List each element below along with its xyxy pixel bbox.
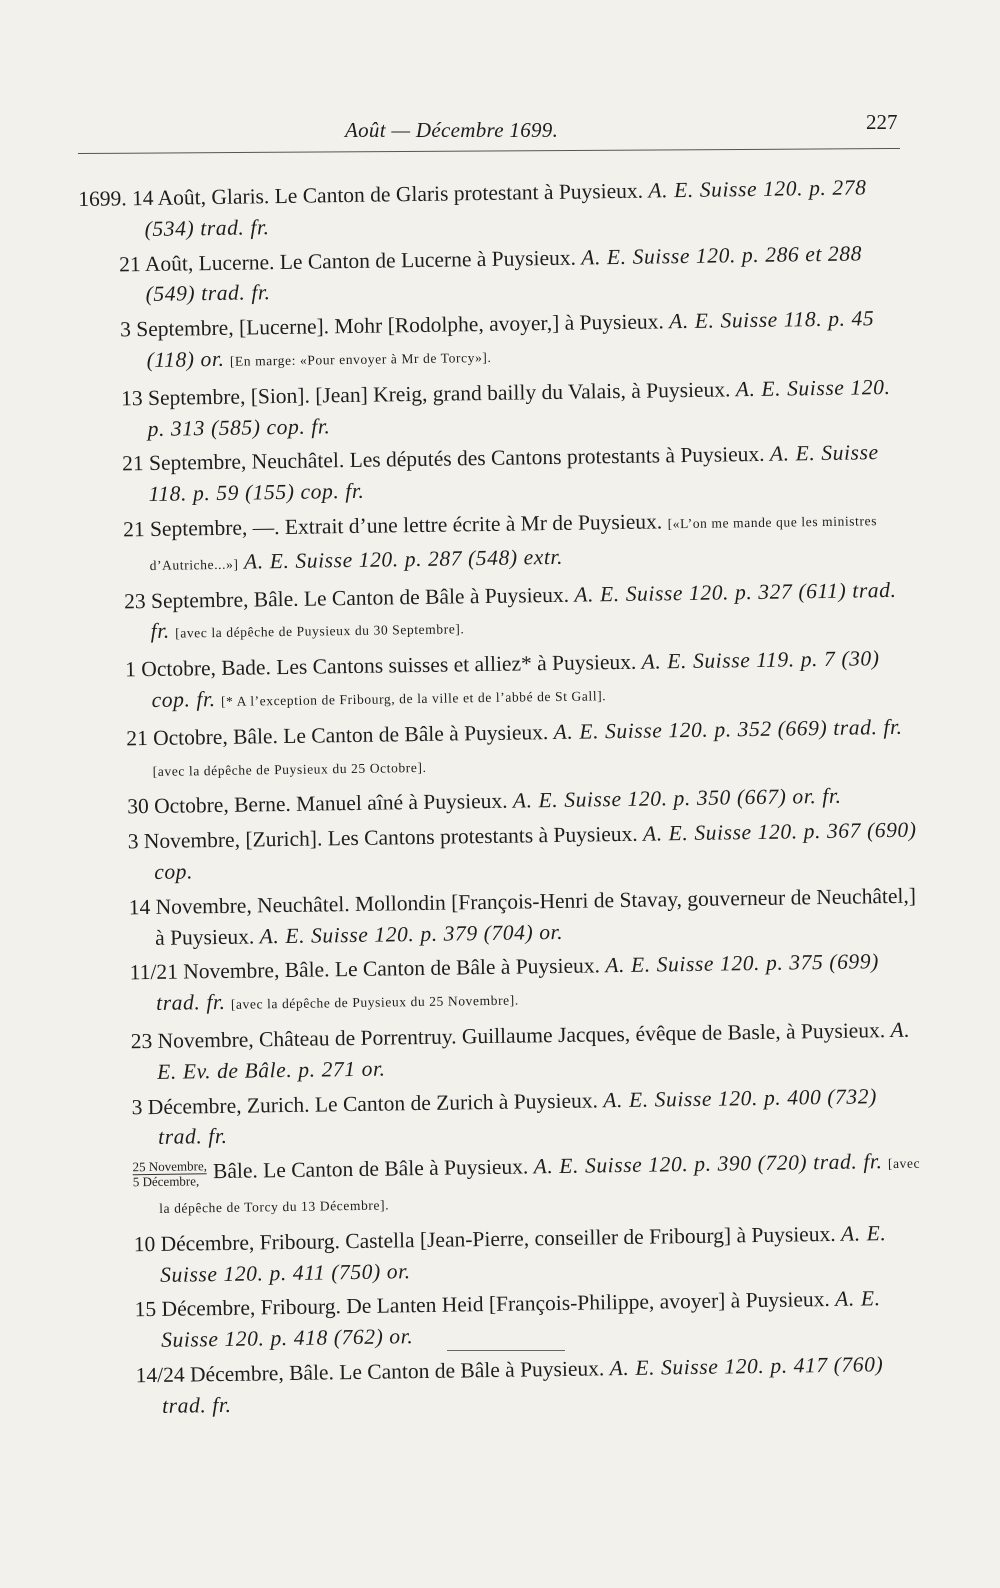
list-item — [78, 172, 909, 246]
list-item — [79, 237, 910, 311]
archive-reference: A. E. Suisse 120. p. 367 (690) cop. — [154, 817, 917, 884]
list-item — [84, 574, 915, 651]
date-fraction-top: 25 Novembre, — [132, 1157, 208, 1174]
entry-text: 21 Septembre, —. Extrait d’une lettre écrite à Mr de Puysieux. — [122, 509, 668, 542]
entry-list — [78, 172, 926, 1427]
list-item — [94, 1283, 925, 1357]
archive-reference: A. E. Suisse 120. p. 286 et 288 (549) trad. fr. — [145, 240, 863, 307]
entry-text: 1 Octobre, Bade. Les Cantons suisses et alliez* à Puysieux. — [125, 649, 642, 682]
archive-reference: A. E. Suisse 120. p. 313 (585) cop. fr. — [147, 374, 891, 441]
entry-text: 14/24 Décembre, Bâle. Le Canton de Bâle à Puysieux. — [135, 1356, 610, 1388]
archive-reference: A. E. Ev. de Bâle. p. 271 or. — [156, 1017, 911, 1084]
entry-text: 11/21 Novembre, Bâle. Le Canton de Bâle à Puysieux. — [129, 953, 606, 985]
list-item — [85, 643, 916, 720]
list-item — [89, 946, 920, 1023]
archive-reference: A. E. Suisse 118. p. 45 (118) or. — [146, 306, 875, 372]
entry-text: 23 Septembre, Bâle. Le Canton de Bâle à Puysieux. — [124, 582, 575, 613]
archive-reference: A. E. Suisse 120. p. 379 (704) or. — [259, 919, 564, 948]
archive-reference: A. E. Suisse 120. p. 327 (611) trad. fr. — [150, 577, 897, 644]
archive-reference: A. E. Suisse 120. p. 278 (534) trad. fr. — [144, 175, 867, 241]
entry-text: 1699. 14 Août, Glaris. Le Canton de Glaris protestant à Puysieux. — [78, 178, 649, 211]
list-item — [95, 1348, 926, 1422]
archive-reference: A. E. Suisse 118. p. 59 (155) cop. fr. — [148, 440, 879, 507]
entry-note: [* A l’exception de Fribourg, de la ville et de l’abbé de St Gall]. — [220, 688, 607, 709]
entry-note: [avec la dépêche de Puysieux du 30 Septembre]. — [175, 621, 465, 641]
archive-reference: A. E. Suisse 120. p. 352 (669) trad. fr. — [553, 714, 903, 744]
page-number: 227 — [866, 110, 898, 134]
entry-note: [avec la dépêche de Puysieux du 25 Octobre]. — [152, 759, 427, 779]
entry-text: 21 Août, Lucerne. Le Canton de Lucerne à Puysieux. — [119, 245, 582, 276]
entry-text: 3 Septembre, [Lucerne]. Mohr [Rodolphe, avoyer,] à Puysieux. — [119, 309, 670, 342]
list-item — [91, 1015, 922, 1089]
entry-text: 13 Septembre, [Sion]. [Jean] Kreig, grand bailly du Valais, à Puysieux. — [121, 377, 736, 411]
entry-text: 3 Décembre, Zurich. Le Canton de Zurich à Puysieux. — [131, 1087, 604, 1119]
running-head: Août — Décembre 1699. — [345, 118, 559, 142]
header-rule — [78, 148, 900, 154]
archive-reference: A. E. Suisse 120. p. 350 (667) or. fr. — [512, 784, 842, 813]
archive-reference: A. E. Suisse 120. p. 418 (762) or. — [160, 1286, 881, 1352]
list-item — [81, 371, 912, 445]
list-item — [82, 437, 913, 511]
archive-reference: A. E. Suisse 120. p. 390 (720) trad. fr. — [533, 1149, 883, 1179]
archive-reference: A. E. Suisse 120. p. 411 (750) or. — [160, 1220, 887, 1287]
entry-note: [avec la dépêche de Puysieux du 25 Novembre]. — [230, 992, 519, 1012]
archive-reference: A. E. Suisse 120. p. 400 (732) trad. fr. — [157, 1083, 878, 1150]
entry-text: 14 Novembre, Neuchâtel. Mollondin [François-Henri de Stavay, gouverneur de Neuchâtel,] à Puysieux. — [128, 883, 917, 950]
list-item — [92, 1146, 923, 1226]
list-item — [83, 503, 914, 583]
entry-text: 30 Octobre, Berne. Manuel aîné à Puysieux. — [127, 788, 514, 819]
entry-text: 21 Septembre, Neuchâtel. Les députés des Cantons protestants à Puysieux. — [121, 442, 771, 476]
entry-text: 23 Novembre, Château de Porrentruy. Guillaume Jacques, évêque de Basle, à Puysieux. — [130, 1017, 891, 1054]
archive-reference: A. E. Suisse 120. p. 287 (548) extr. — [238, 544, 564, 574]
list-item — [91, 1080, 922, 1154]
footer-rule — [447, 1350, 565, 1351]
date-fraction — [132, 1159, 207, 1189]
list-item — [89, 880, 920, 954]
entry-note: [En marge: «Pour envoyer à Mr de Torcy»]. — [229, 349, 492, 369]
entry-text: 15 Décembre, Fribourg. De Lanten Heid [François-Philippe, avoyer] à Puysieux. — [134, 1287, 836, 1322]
entry-note: [«L’on me mande que les ministres d’Autriche...»] — [149, 513, 878, 573]
entry-text: Bâle. Le Canton de Bâle à Puysieux. — [212, 1154, 534, 1184]
entry-text: 10 Décembre, Fribourg. Castella [Jean-Pierre, conseiller de Fribourg] à Puysieux. — [133, 1221, 842, 1256]
archive-reference: A. E. Suisse 120. p. 417 (760) trad. fr. — [161, 1352, 884, 1418]
list-item — [80, 303, 911, 380]
date-fraction-bottom: 5 Décembre, — [132, 1172, 200, 1189]
archive-reference: A. E. Suisse 119. p. 7 (30) cop. fr. — [151, 646, 880, 712]
entry-note: [avec la dépêche de Torcy du 13 Décembre]. — [159, 1155, 921, 1216]
archive-reference: A. E. Suisse 120. p. 375 (699) trad. fr. — [155, 949, 880, 1016]
list-item — [94, 1217, 925, 1291]
entry-text: 21 Octobre, Bâle. Le Canton de Bâle à Puysieux. — [126, 719, 554, 751]
list-item — [88, 815, 919, 889]
list-item — [86, 711, 917, 788]
entry-text: 3 Novembre, [Zurich]. Les Cantons protestants à Puysieux. — [127, 821, 644, 854]
